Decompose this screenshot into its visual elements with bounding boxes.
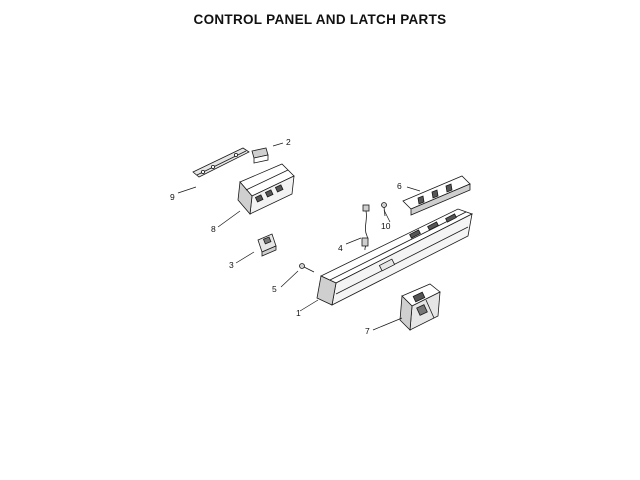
part-7-latch	[400, 284, 440, 330]
callout-7: 7	[365, 326, 370, 336]
callout-3: 3	[229, 260, 234, 270]
callout-2: 2	[286, 137, 291, 147]
part-8-control-board	[238, 164, 294, 214]
part-4-wire-harness	[362, 205, 369, 250]
part-5-screw	[300, 264, 315, 273]
part-6-button-board	[403, 176, 470, 215]
callout-5: 5	[272, 284, 277, 294]
callout-1: 1	[296, 308, 301, 318]
part-9-rail	[193, 148, 249, 177]
callout-8: 8	[211, 224, 216, 234]
part-3-bracket	[258, 234, 276, 256]
part-1-control-panel	[317, 209, 472, 305]
leader-lines	[178, 143, 420, 330]
callout-4: 4	[338, 243, 343, 253]
diagram-title: CONTROL PANEL AND LATCH PARTS	[193, 12, 447, 27]
callout-9: 9	[170, 192, 175, 202]
part-2-connector	[252, 148, 268, 163]
callout-6: 6	[397, 181, 402, 191]
callout-10: 10	[381, 221, 391, 231]
